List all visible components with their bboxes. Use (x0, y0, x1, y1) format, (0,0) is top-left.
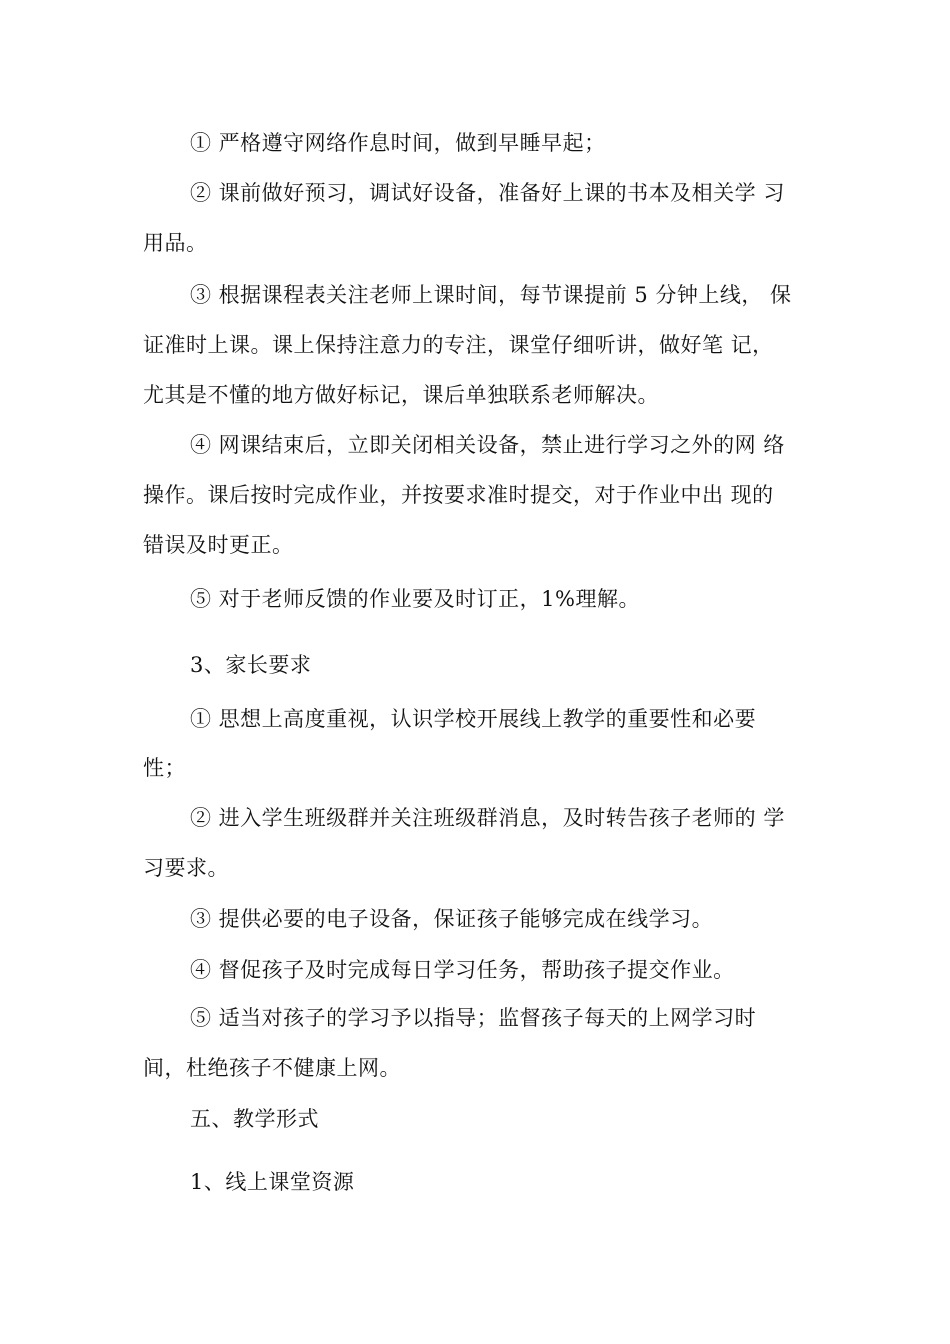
parent-item-1-line-2: 性； (143, 756, 186, 780)
student-item-5-line-1: ⑤ 对于老师反馈的作业要及时订正，1%理解。 (190, 587, 640, 611)
section-five-heading: 五、教学形式 (190, 1107, 319, 1131)
parent-item-2-line-2: 习要求。 (143, 856, 229, 880)
student-item-2-line-2: 用品。 (143, 231, 208, 255)
parent-item-3-line-1: ③ 提供必要的电子设备，保证孩子能够完成在线学习。 (190, 907, 714, 931)
section-five-subheading: 1、线上课堂资源 (190, 1170, 355, 1194)
parent-item-5-line-1: ⑤ 适当对孩子的学习予以指导；监督孩子每天的上网学习时 (190, 1006, 757, 1030)
student-item-4-line-2: 操作。课后按时完成作业，并按要求准时提交，对于作业中出 现的 (143, 483, 774, 507)
student-item-3-line-1: ③ 根据课程表关注老师上课时间，每节课提前 5 分钟上线， 保 (190, 283, 792, 307)
parent-item-2-line-1: ② 进入学生班级群并关注班级群消息，及时转告孩子老师的 学 (190, 806, 785, 830)
student-item-3-line-3: 尤其是不懂的地方做好标记，课后单独联系老师解决。 (143, 383, 659, 407)
parent-section-heading: 3、家长要求 (190, 653, 312, 677)
student-item-4-line-3: 错误及时更正。 (143, 533, 294, 557)
student-item-2-line-1: ② 课前做好预习，调试好设备，准备好上课的书本及相关学 习 (190, 181, 785, 205)
student-item-1-line-1: ① 严格遵守网络作息时间，做到早睡早起； (190, 131, 606, 155)
parent-item-5-line-2: 间，杜绝孩子不健康上网。 (143, 1056, 401, 1080)
parent-item-1-line-1: ① 思想上高度重视，认识学校开展线上教学的重要性和必要 (190, 707, 757, 731)
parent-item-4-line-1: ④ 督促孩子及时完成每日学习任务，帮助孩子提交作业。 (190, 958, 735, 982)
student-item-3-line-2: 证准时上课。课上保持注意力的专注，课堂仔细听讲，做好笔 记， (143, 333, 774, 357)
student-item-4-line-1: ④ 网课结束后，立即关闭相关设备，禁止进行学习之外的网 络 (190, 433, 785, 457)
